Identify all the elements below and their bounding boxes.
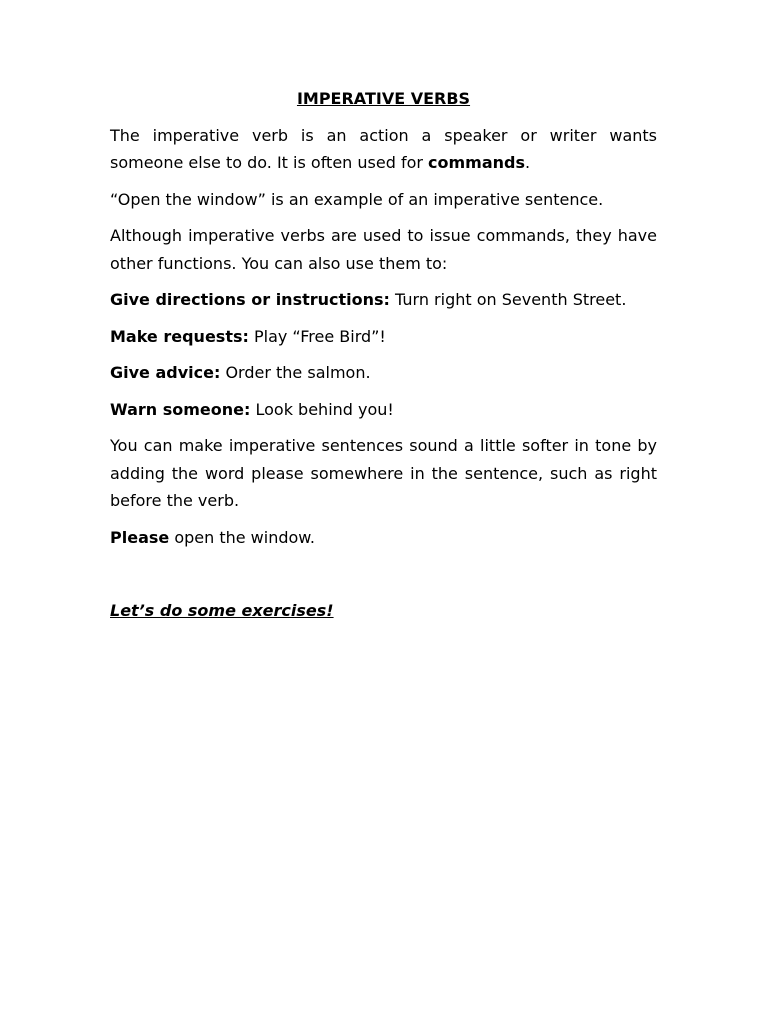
document-page	[110, 85, 657, 634]
use-requests	[110, 323, 657, 351]
please-bold: Please	[110, 527, 170, 547]
use-label: Make requests:	[110, 326, 249, 346]
use-label: Give advice:	[110, 363, 221, 382]
document-title: IMPERATIVE VERBS	[296, 89, 471, 108]
use-label: Give directions or instructions:	[110, 290, 390, 309]
use-example: Order the salmon.	[220, 363, 371, 382]
use-advice	[110, 359, 657, 387]
use-example: Look behind you!	[250, 399, 394, 419]
intro-text: The imperative verb is an action a speaker or writer wants someone else to do. It is often used for	[110, 125, 657, 172]
softer-tone-paragraph: You can make imperative sentences sound a little softer in tone by adding the word please somewhere in the sentence, such as right before the verb.	[110, 436, 657, 510]
use-example: Play “Free Bird”!	[248, 326, 386, 346]
intro-bold-commands: commands	[428, 153, 526, 172]
intro-period: .	[525, 153, 531, 172]
use-example: Turn right on Seventh Street.	[389, 290, 627, 309]
use-warn	[110, 396, 657, 424]
please-example-text: open the window.	[169, 527, 315, 547]
intro-paragraph	[110, 122, 657, 177]
use-label: Warn someone:	[110, 399, 251, 419]
exercises-heading: Let’s do some exercises!	[110, 601, 334, 620]
please-example-paragraph	[110, 524, 657, 552]
use-directions	[110, 286, 657, 314]
other-functions-paragraph: Although imperative verbs are used to issue commands, they have other functions. You can also use them to:	[110, 226, 657, 273]
example-sentence-paragraph: “Open the window” is an example of an imperative sentence.	[110, 189, 604, 209]
